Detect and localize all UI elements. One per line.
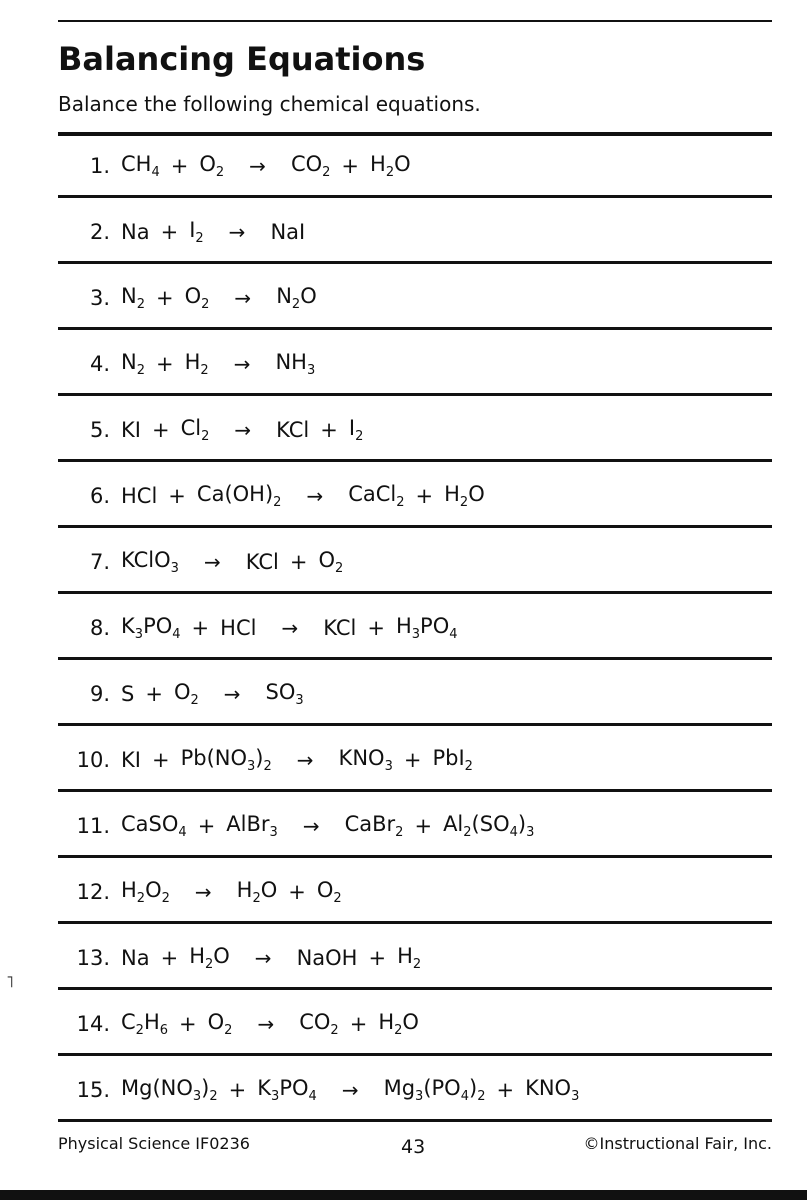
equation-number: 12. (76, 879, 110, 904)
equation-number: 6. (89, 483, 110, 508)
product-formula: $CO_2$ (290, 151, 331, 180)
equation-row (58, 466, 772, 528)
equation-row (58, 532, 772, 594)
reaction-arrow-icon: → (296, 747, 314, 772)
product-formula: $H_2$ (397, 943, 422, 972)
reaction-arrow-icon: → (341, 1077, 359, 1102)
reactant-formula: KI (121, 747, 141, 772)
reaction-arrow-icon: → (233, 351, 251, 376)
equation-number: 9. (89, 681, 110, 706)
reaction-arrow-icon: → (281, 615, 299, 640)
plus-sign: + (170, 153, 189, 178)
reactant-formula: HCl (121, 483, 158, 508)
plus-sign: + (160, 219, 179, 244)
equation-number: 2. (89, 219, 110, 244)
reactant-formula: $H_2O_2$ (121, 877, 170, 906)
equation-row (58, 202, 772, 264)
reaction-arrow-icon: → (234, 417, 252, 442)
plus-sign: + (156, 285, 174, 310)
equation-row (58, 400, 772, 462)
reaction-arrow-icon: → (254, 945, 272, 970)
reaction-arrow-icon: → (203, 549, 221, 574)
product-formula: $H_3PO_4$ (395, 613, 458, 642)
plus-sign: + (160, 945, 179, 970)
plus-sign: + (403, 747, 422, 772)
reactant-formula: $Ca(OH)_2$ (196, 481, 282, 510)
reactant-formula: S (121, 681, 135, 706)
plus-sign: + (151, 747, 170, 772)
product-formula: CaCl$_2$ (348, 481, 405, 510)
reactant-formula: $H_2O$ (189, 943, 230, 972)
equation-row (58, 796, 772, 858)
equation-row (58, 730, 772, 792)
reactant-formula: $Cl_2$ (180, 415, 210, 444)
footer-publication: Physical Science IF0236 (58, 1134, 250, 1153)
reactant-formula: $N_2$ (121, 349, 145, 378)
equation-number: 14. (76, 1011, 110, 1036)
bottom-bar (0, 1190, 807, 1200)
reactant-formula: Na (121, 219, 150, 244)
plus-sign: + (414, 813, 433, 838)
page-title: Balancing Equations (58, 40, 426, 78)
product-formula: KCl (276, 417, 310, 442)
equation-row (58, 862, 772, 924)
equation-number: 3. (89, 285, 110, 310)
product-formula: CaBr$_2$ (344, 811, 404, 840)
plus-sign: + (496, 1077, 515, 1102)
reaction-arrow-icon: → (302, 813, 320, 838)
reaction-arrow-icon: → (194, 879, 212, 904)
reactant-formula: $O_2$ (207, 1009, 233, 1038)
equation-row (58, 334, 772, 396)
footer-copyright: ©Instructional Fair, Inc. (583, 1134, 772, 1153)
reactant-formula: Na (121, 945, 150, 970)
plus-sign: + (320, 417, 338, 442)
plus-sign: + (368, 945, 387, 970)
equation-number: 8. (89, 615, 110, 640)
product-formula: $Al_2(SO_4)_3$ (443, 811, 535, 840)
problem-list (58, 136, 772, 1126)
reactant-formula: KI (121, 417, 141, 442)
product-formula: $H_2O$ (444, 481, 485, 510)
reactant-formula: $O_2$ (173, 679, 199, 708)
plus-sign: + (151, 417, 170, 442)
equation-number: 10. (76, 747, 110, 772)
product-formula: KCl (245, 549, 279, 574)
equation-number: 11. (76, 813, 110, 838)
reactant-formula: $I_2$ (189, 217, 204, 246)
equation-number: 7. (89, 549, 110, 574)
product-formula: $Mg_3(PO_4)_2$ (383, 1075, 486, 1104)
product-formula: $CO_2$ (299, 1009, 339, 1038)
reactant-formula: AlBr$_3$ (226, 811, 278, 840)
equation-row (58, 268, 772, 330)
equation-number: 1. (89, 153, 110, 178)
reaction-arrow-icon: → (257, 1011, 275, 1036)
plus-sign: + (288, 879, 306, 904)
plus-sign: + (228, 1077, 247, 1102)
equation-number: 5. (89, 417, 110, 442)
reactant-formula: $N_2$ (121, 283, 145, 312)
product-formula: $KNO_3$ (338, 745, 393, 774)
product-formula: $O_2$ (316, 877, 342, 906)
instructions: Balance the following chemical equations. (58, 92, 481, 116)
product-formula: NaOH (296, 945, 358, 970)
plus-sign: + (191, 615, 210, 640)
reaction-arrow-icon: → (223, 681, 241, 706)
margin-mark: ˥ (6, 972, 14, 991)
plus-sign: + (341, 153, 360, 178)
page-number: 43 (401, 1136, 426, 1158)
equation-number: 15. (76, 1077, 110, 1102)
reactant-formula: KClO$_3$ (121, 547, 179, 576)
equation-row (58, 664, 772, 726)
equation-row (58, 994, 772, 1056)
reactant-formula: HCl (220, 615, 257, 640)
footer (58, 1134, 772, 1158)
product-formula: NaI (270, 219, 306, 244)
plus-sign: + (349, 1011, 368, 1036)
equation-number: 4. (89, 351, 110, 376)
product-formula: $NH_3$ (275, 349, 316, 378)
plus-sign: + (168, 483, 186, 508)
reactant-formula: CaSO$_4$ (121, 811, 187, 840)
product-formula: $KNO_3$ (525, 1075, 580, 1104)
plus-sign: + (289, 549, 308, 574)
reactant-formula: $O_2$ (199, 151, 225, 180)
equation-row (58, 136, 772, 198)
plus-sign: + (197, 813, 216, 838)
reaction-arrow-icon: → (228, 219, 246, 244)
product-formula: $O_2$ (318, 547, 344, 576)
reactant-formula: $CH_4$ (121, 151, 160, 180)
reaction-arrow-icon: → (306, 483, 324, 508)
reaction-arrow-icon: → (234, 285, 252, 310)
top-rule (58, 20, 772, 22)
product-formula: $H_2O$ (378, 1009, 419, 1038)
reactant-formula: $Pb(NO_3)_2$ (180, 745, 272, 774)
reactant-formula: $O_2$ (184, 283, 210, 312)
reactant-formula: $Mg(NO_3)_2$ (121, 1075, 218, 1104)
product-formula: $SO_3$ (265, 679, 304, 708)
plus-sign: + (415, 483, 434, 508)
product-formula: $H_2O$ (236, 877, 278, 906)
plus-sign: + (156, 351, 174, 376)
reactant-formula: $K_3PO_4$ (257, 1075, 317, 1104)
reactant-formula: $H_2$ (184, 349, 209, 378)
equation-row (58, 1060, 772, 1122)
reactant-formula: $C_2H_6$ (121, 1009, 169, 1038)
reaction-arrow-icon: → (249, 153, 266, 178)
product-formula: KCl (323, 615, 357, 640)
product-formula: $N_2O$ (276, 283, 317, 312)
plus-sign: + (367, 615, 385, 640)
product-formula: $H_2O$ (370, 151, 411, 180)
plus-sign: + (145, 681, 163, 706)
plus-sign: + (179, 1011, 197, 1036)
product-formula: PbI$_2$ (432, 745, 473, 774)
equation-row (58, 598, 772, 660)
product-formula: $I_2$ (348, 415, 364, 444)
equation-row (58, 928, 772, 990)
reactant-formula: $K_3PO_4$ (121, 613, 181, 642)
equation-number: 13. (76, 945, 110, 970)
